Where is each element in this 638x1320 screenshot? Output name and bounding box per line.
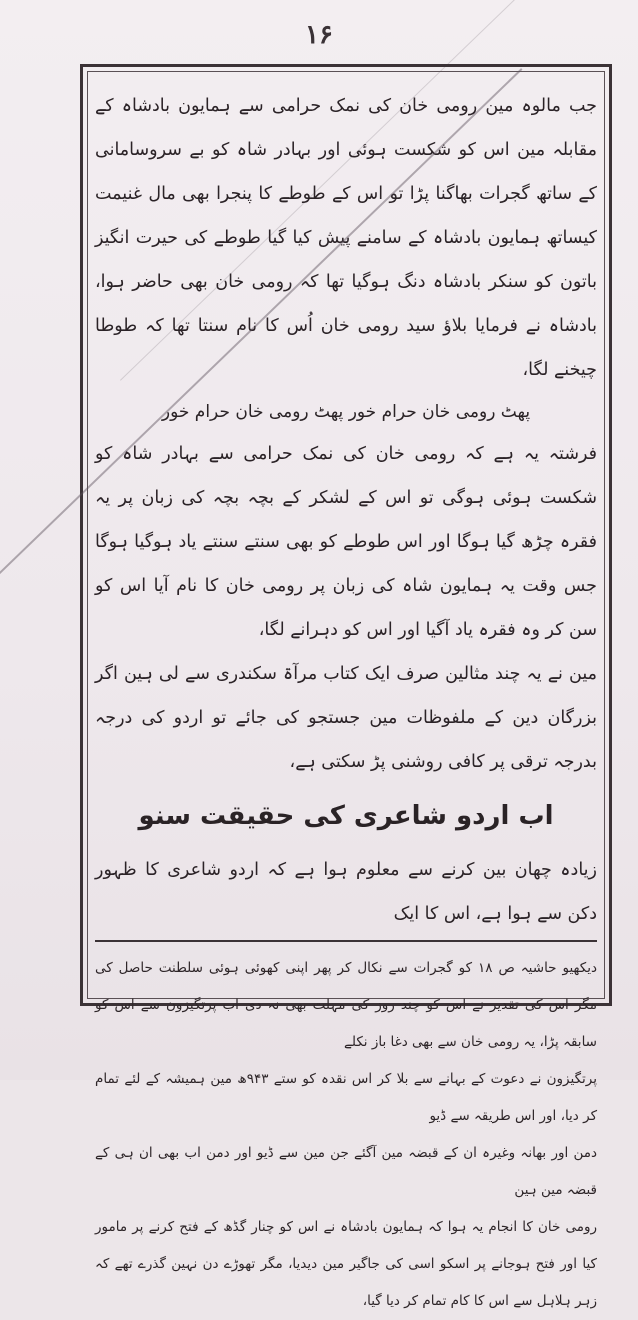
footnote-line: پرتگیزون نے دعوت کے بہانے سے بلا کر اس نقدہ کو ستے ۹۴۳ھ مین ہمیشہ کے لئے تمام کر دیا، اور اس طریقہ سے ڈیو <box>95 1071 597 1124</box>
paragraph-urdu-poetry: زیادہ چھان بین کرنے سے معلوم ہوا ہے کہ اردو شاعری کا ظہور دکن سے ہوا ہے، اس کا ایک <box>95 860 597 924</box>
page-number: ۱۶ <box>305 20 333 50</box>
footnote-divider <box>95 940 597 942</box>
section-heading: اب اردو شاعری کی حقیقت سنو <box>138 801 554 831</box>
paragraph-parrot-story: جب مالوہ مین رومی خان کی نمک حرامی سے ہمایون بادشاہ کے مقابلہ مین اس کو شکست ہوئی اور بہادر شاہ کو بے سروسامانی کے ساتھ گجرات بھاگنا پڑا تو اس کے طوطے کا پنجرا بھی مال غنیمت کیساتھ ہمایون بادشاہ کے سامنے پیش کیا گیا طوطے کی حیرت انگیز باتون کو سنکر بادشاہ دنگ ہوگیا تھا کہ رومی خان بھی حاضر ہوا، بادشاہ نے فرمایا بلاؤ سید رومی خان اُس کا نام سنتا تھا کہ طوطا چیخنے لگا، <box>95 96 597 380</box>
parrot-phrase: پھٹ رومی خان حرام خور پھٹ رومی خان حرام خور <box>161 402 531 422</box>
paragraph-examples: مین نے یہ چند مثالین صرف ایک کتاب مرآۃ سکندری سے لی ہین اگر بزرگان دین کے ملفوظات مین جستجو کی جائے تو اردو کی درجہ بدرجہ ترقی پر کافی روشنی پڑ سکتی ہے، <box>95 664 597 772</box>
footnote-line: رومی خان کا انجام یہ ہوا کہ ہمایون بادشاہ نے اس کو چنار گڈھ کے فتح کرنے پر مامور کیا اور فتح ہوجانے پر اسکو اسی کی جاگیر مین دیدیا، مگر تھوڑے دن نہین گذرے تھے کہ زہر ہلاہل سے اس کا کام تمام کر دیا گیا، <box>95 1219 597 1309</box>
paragraph-explanation: فرشتہ یہ ہے کہ رومی خان کی نمک حرامی سے بہادر شاہ کو شکست ہوئی ہوگی تو اس کے لشکر کے بچہ بچہ کی زبان پر یہ فقرہ چڑھ گیا ہوگا اور اس طوطے کو بھی سنتے سنتے یاد ہوگیا ہوگا جس وقت یہ ہمایون شاہ کی زبان پر رومی خان کا نام آیا اس کو سن کر وہ فقرہ یاد آگیا اور اس کو دہرانے لگا، <box>95 444 597 640</box>
footnote-line: دمن اور بھانہ وغیرہ ان کے قبضہ مین آگئے جن مین سے ڈیو اور دمن اب بھی ان ہی کے قبضہ مین ہین <box>95 1145 597 1198</box>
page-content <box>95 84 597 1309</box>
footnote-line: دیکھیو حاشیہ ص ۱۸ کو گجرات سے نکال کر پھر اپنی کھوئی ہوئی سلطنت حاصل کی مگر اس کی تقدیر نے اس کو چند روز کی مہلت بھی نہ دی اب پرتگیزون سے اس کو سابقہ پڑا، یہ رومی خان سے بھی دغا باز نکلے <box>95 960 597 1050</box>
